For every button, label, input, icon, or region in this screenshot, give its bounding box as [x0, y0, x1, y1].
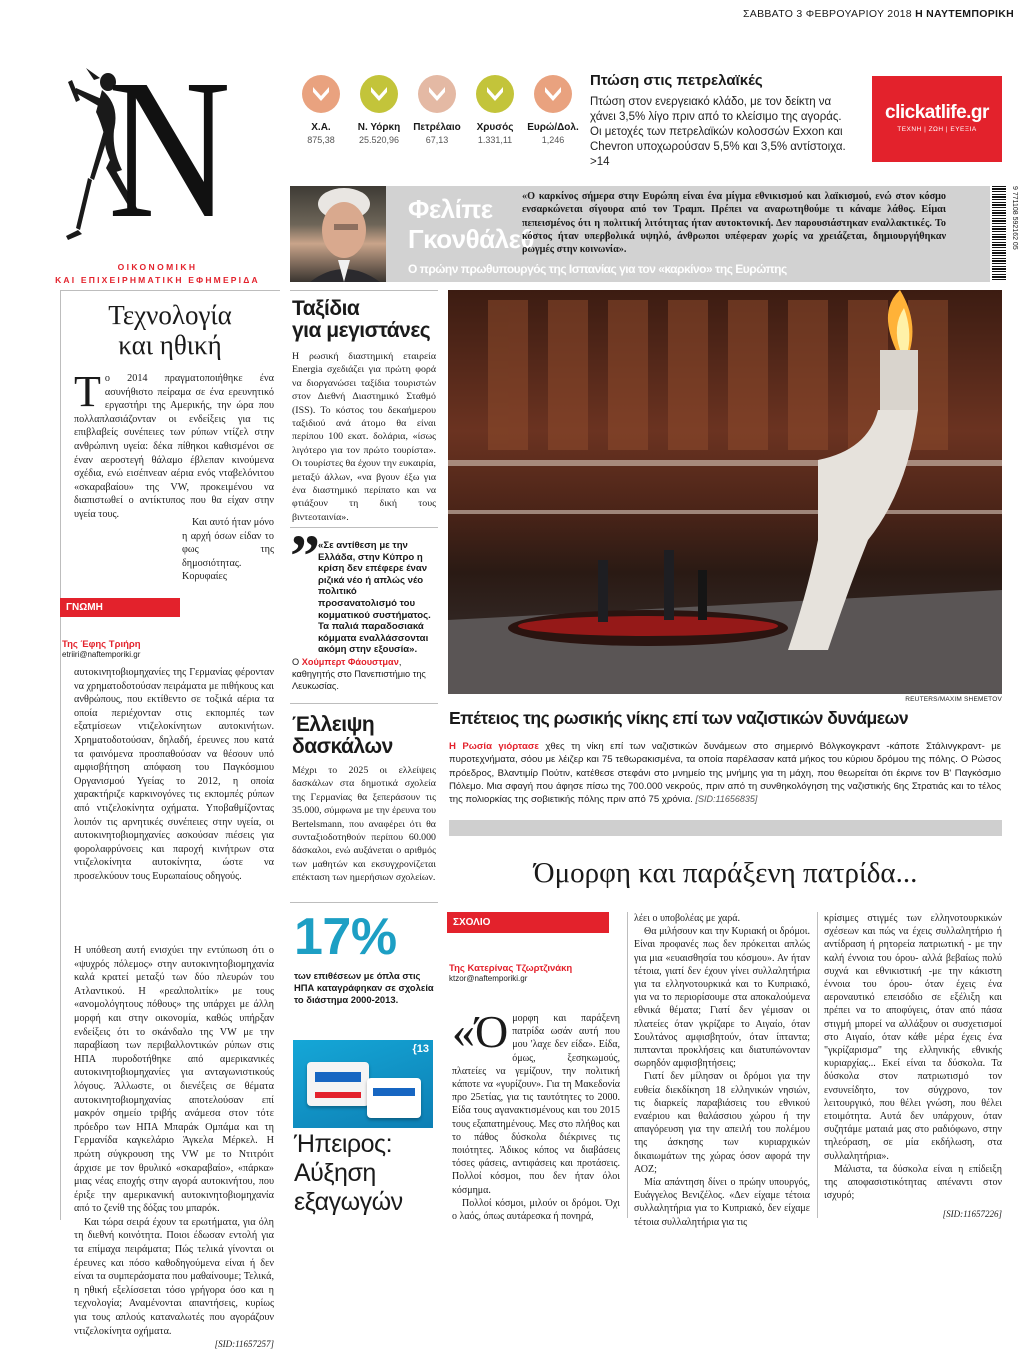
opinion-body-top [74, 367, 274, 522]
market-label: Χ.Α. [311, 122, 331, 133]
stat-number: 17% [294, 908, 397, 966]
down-arrow-icon [533, 74, 573, 114]
date-text: ΣΑΒΒΑΤΟ 3 ΦΕΒΡΟΥΑΡΙΟΥ 2018 [742, 8, 912, 20]
comment-col3-p2: Μάλιστα, τα δύσκολα είναι η επίδειξη της αποφασιστικότητας απέναντι στον ισχυρό; [824, 1163, 1002, 1202]
teachers-text: Μέχρι το 2025 οι ελλείψεις δασκάλων στα δημοτικά σχολεία της Γερμανίας θα ξεπεράσουν τις 35.000, σύμφωνα με την έρευνα του Bertelsmann, που αναφέρει ότι θα συνταξιοδοτηθούν περίπου 60.000 δάσκαλοι, ενώ αυξάνεται ο αριθμός των μαθητών και εκσυγχρονίζεται επέκταση των ημερήσιων σχολείων. [292, 765, 436, 884]
market-item [524, 72, 582, 145]
tagline-1: ΟΙΚΟΝΟΜΙΚΗ [117, 262, 198, 272]
photo-caption [449, 740, 1001, 806]
market-label: Χρυσός [476, 122, 514, 133]
comment-col-3 [824, 912, 1002, 1218]
comment-col2-p4: Μία απάντηση δίνει ο πρώην υπουργός, Ευάγγελος Βενιζέλος. «Δεν είχαμε τέτοια συλλαλητήρια για το Κυπριακό, δεν είχαμε τέτοια συλλαλητήρια για τις [634, 1177, 810, 1228]
paper-name: Η ΝΑΥΤΕΜΠΟΡΙΚΗ [915, 8, 1014, 20]
opinion-author: Της Έφης Τριήρη [62, 639, 141, 650]
barcode [992, 186, 1006, 282]
opinion-paragraph-3: Η υπόθεση αυτή ενισχύει την εντύπωση ότι ο «ψυχρός πόλεμος» στην αυτοκινητοβιομηχανία καλά κρατεί μεταξύ των δύο πλευρών του Ατλαντικού. Η «ρεαλπολιτίκ» με τους «ανομολόγητους πόθους» της υπάρχει με άλλη μορφή και στην οικονομία, καθώς υπήρξαν ενδείξεις ότι το σκάνδαλο της VW με την παραβίαση των περιβαλλοντικών ρύπων στις ΗΠΑ πυροδοτήθηκε από αμερικανικές αυτοκινητοβιομηχανίες για ανταγωνιστικούς λόγους. Άλλωστε, οι διενέξεις σε θέματα αυτοκινητοβιομηχανίας αποτελούσαν επί μακρόν σημείο τριβής ανάμεσα στον τότε πρόεδρο των ΗΠΑ Μπαράκ Ομπάμα και τη Γερμανίδα καγκελάριο Άγκελα Μέρκελ. Η πρώτη σύγκρουση της VW με το Ντιτρόιτ άρχισε με τον θρυλικό «σκαραβαίο», «πάρκα» μιας νέας εποχής στην αγορά αυτοκινήτου, που έριξε την αμερικανική αυτοκινητοβιομηχανία από το ζενίθ της δόξας του μπαρόκ. [74, 945, 274, 1215]
comment-email[interactable]: ktzor@naftemporiki.gr [449, 974, 528, 983]
opinion-top-rule [60, 290, 280, 291]
feta-package-1 [307, 1062, 369, 1106]
opinion-left-rule [60, 290, 61, 1220]
pullquote-author-post: , καθηγητής στο Πανεπιστήμιο της Λευκωσίας. [292, 657, 426, 691]
down-arrow-icon [301, 74, 341, 114]
market-value: 25.520,96 [358, 135, 400, 145]
photo-credit: REUTERS/MAXIM SHEMETOV [905, 696, 1002, 703]
comment-col1-p2: Πολλοί κόσμοι, μιλούν οι δρόμοι. Όχι ο λαός, όπως αυτάρεσκα ή πονηρά, [452, 1197, 620, 1223]
comment-col3-p1: κρίσιμες στιγμές των ελληνοτουρκικών σχέσεων και πώς να έχεις συλλαλητήριο ή αντίδραση ή ρητορεία πατριωτική - με την καλή έννοια του όρου- αλλά βεβαίως πολύ συχνά και εθνικιστική -με την κάκιστη έννοια του όρου- όταν έχεις ένα αεροναυτικό επεισόδιο σε εξέλιξη και πρέπει να το αποφύγεις, όταν από πάσα στιγμή μπορεί να αλλάξουν οι συσχετισμοί στο Αιγαίο, όταν κάθε μέρα έχεις ένα "γκρίζαρισμα" της ελληνικής εθνικής κυριαρχίας... Εκεί είναι τα δύσκολα. Τα δύσκολα στον πατριωτισμό τον ενσυνείδητο, τον σύγχρονο, τον λειτουργικό, που θέλει γνώση, που θέλει ετοιμότητα. Αυτά δεν υπάρχουν, όταν συζητάμε ματαιά μας στο ραδιόφωνο, στην τηλεόραση, σε μία εκδήλωση, στα συλλαλητήρια». [824, 913, 1002, 1162]
barcode-number: 9 771108 592162 05 [1011, 186, 1018, 250]
market-label: Ν. Υόρκη [357, 122, 401, 133]
banner-subtitle: Ο πρώην πρωθυπουργός της Ισπανίας για τον «καρκίνο» της Ευρώπης [408, 262, 787, 276]
teachers-title-line-1: Έλλειψη [292, 713, 375, 736]
market-value: 1.331,11 [477, 135, 513, 145]
teachers-rule [290, 703, 438, 704]
banner-name: Φελίπε Γκονθάλεθ [408, 194, 534, 254]
photo-headline: Επέτειος της ρωσικής νίκης επί των ναζιστικών δυνάμεων [449, 708, 909, 728]
epirus-image[interactable] [293, 1040, 433, 1128]
market-value: 875,38 [307, 135, 335, 145]
market-item [350, 72, 408, 145]
down-arrow-icon [359, 74, 399, 114]
opinion-sid: [SID:11657257] [214, 1339, 274, 1350]
opinion-body-mid [74, 516, 274, 946]
market-item [466, 72, 524, 145]
photo-caption-text: χθες τη νίκη επί των ναζιστικών δυνάμεων στο σημερινό Βόλγκογκραντ -κάποτε Στάλινγκραντ- με πυροτεχνήματα, σόου με λέιζερ και 75 τεθωρακισμένα, τα οποία παρέλασαν κατά μήκος του κύριου δρόμου της πόλης. Ο Ρώσος πρόεδρος, Βλαντιμίρ Πούτιν, κατέθεσε στεφάνι στο μνημείο της μνήμης για τη μάχη, που θεωρείται ότι έκρινε τον Β' Παγκόσμιο Πόλεμο. Μια σφαγή που άφησε πίσω της 700.000 νεκρούς, πριν από τη συνθηκολόγηση της ναζιστικής 6ης Στρατιάς και το τέλος της πολιορκίας της σοβιετικής πόλης πριν από 75 χρόνια. [449, 741, 1002, 806]
comment-dropcap: «Ό [452, 1006, 509, 1057]
comment-byline [447, 912, 617, 983]
market-item [408, 72, 466, 145]
stat-rule [290, 902, 438, 903]
feta-package-2 [367, 1078, 421, 1118]
opinion-paragraph-1: ο 2014 πραγματοποιήθηκε ένα ασυνήθιστο πείραμα σε ένα ερευνητικό εργαστήρι της Αμερικής, την ώρα που πολλαπλασιάζονταν οι ενδείξεις για τις επιβλαβείς συνέπειες των ρύπων ντίζελ στην ανθρώπινη υγεία: δέκα πίθηκοι καθισμένοι σε έναν αεροστεγή θάλαμο έβλεπαν κινούμενα σχέδια, ενώ εισέπνεαν αέρια ενός νταβελόνιτου «σκαραβαίου» της VW, προκειμένου να διαπιστωθεί ο αντίκτυπος που θα είχαν στην υγεία τους. [74, 373, 274, 520]
epirus-page-ref[interactable]: {13 [412, 1043, 429, 1055]
epirus-title: Ήπειρος: Αύξηση εξαγωγών [294, 1130, 403, 1216]
pullquote-text: «Σε αντίθεση με την Ελλάδα, στην Κύπρο η κρίση δεν επέφερε έναν ριζικά νέο ή απλώς νέο πολιτικό προσανατολισμό του κομματικού συστήματος. Τα παλιά παραδοσιακά κόμματα εναλλάσσονται ακόμη στην εξουσία». [318, 540, 431, 656]
oil-brief [590, 72, 850, 170]
ad-brand: clickatlife.gr [885, 102, 989, 123]
opinion-paragraph-2: Και αυτό ήταν μόνο η αρχή όσων είδαν το φως της δημοσιότητας. Κορυφαίες αυτοκινητοβιομηχανίες της Γερμανίας φέρονταν να χρηματοδοτούσαν πειράματα με πιθήκους και ανθρώπους, που εκτίθεντο σε τοξικά αέρια τα οποία περιέχονταν στις εκπομπές των εξατμίσεων ντιζελοκίνητων αυτοκινήτων. Χρηματοδοτούσαν, δηλαδή, έρευνες που κατά τα φαινόμενα προσπαθούσαν να θέσουν υπό αμφισβήτηση απόφαση του Παγκόσμιου Οργανισμού Υγείας το 2012, η οποία χαρακτήριζε καρκινογόνες τις εκπομπές ρύπων από ντιζελοκίνητα οχήματα. Υποβαθμίζοντας λοιπόν τις αρνητικές συνέπειες στην υγεία, οι αυτοκινητοβιομηχανίες ασκούσαν πιέσεις για φορολαφρύνσεις και παροχή κινήτρων στα ντιζελοκίνητα αυτοκίνητα, ώστε να προσελκύουν τους Ευρωπαίους οδηγούς. [74, 517, 275, 882]
date-line [743, 8, 1014, 20]
ad-sub: ΤΕΧΝΗ | ΖΩΗ | ΕΥΕΞΙΑ [897, 126, 977, 133]
oil-brief-text: Πτώση στον ενεργειακό κλάδο, με τον δείκτη να χάνει 3,5% λίγο πριν από το κλείσιμο της αγοράς. Οι μετοχές των πετρελαϊκών κολοσσών Exxon και Chevron υποχωρούσαν 5,5% και 3,5% αντίστοιχα. >14 [590, 96, 846, 168]
clickatlife-ad[interactable] [872, 76, 1002, 162]
comment-col1-p1: μορφη και παράξενη πατρίδα ωσάν αυτή που μου 'λαχε δεν είδα». Είδα, όμως, ξεσηκωμούς, πλατείες να γεμίζουν, την πολιτική κάποτε να «γυρίζουν». Για τη Μακεδονία προ 25ετίας, για τις ταυτότητες το 2000. Είδα τους αγανακτισμένους και του 2015 τους εξαπατημένους. Μες στο πλήθος και το πάθος δύσκολα διέκρινες τις ποιότητες. Άδικος κόπος να διαβάσεις τόσες φάσεις, αντιφάσεις και προτάσεις. Πολλοί κόσμοι, που δεν ήταν όλοι κόσμημα. [452, 1013, 620, 1196]
opinion-email[interactable]: etriiri@naftemporiki.gr [62, 650, 141, 659]
logo [30, 40, 285, 290]
photo-caption-sid: [SID:11656835] [695, 794, 758, 805]
travel-text: Η ρωσική διαστημική εταιρεία Energia σχεδιάζει για πρώτη φορά να διοργανώσει ταξίδια τουριστών στον Διεθνή Διαστημικό Σταθμό (ISS). Το κόστος του δεκαήμερου ταξιδιού ανά άτομο θα είναι περίπου 100 εκατ. δολάρια, «ίσως λιγότερο για τον πρώτο τουρίστα». Οι τουρίστες θα έχουν την ευκαιρία, μεταξύ άλλων, «να βγουν έξω για ένα διαστημικό περίπατο και να φτιάξουν τη δική τους βιντεοταινία». [292, 351, 436, 523]
logo-letter: N [108, 39, 231, 260]
opinion-dropcap: Τ [74, 367, 101, 416]
comment-author: Της Κατερίνας Τζωρτζινάκη [449, 963, 573, 974]
comment-sid: [SID:11657226] [942, 1209, 1002, 1220]
portrait-face-icon [290, 186, 386, 282]
pullquote-author-name: Χούμπερτ Φάουστμαν [301, 657, 399, 667]
oil-brief-title: Πτώση στις πετρελαϊκές [590, 72, 763, 89]
comment-sep-2 [817, 912, 818, 1218]
quote-banner [290, 186, 990, 282]
photo-caption-lead: Η Ρωσία γιόρτασε [449, 741, 539, 752]
comment-col2-p1: λέει ο υποβολέας με χαρά. [634, 913, 741, 924]
portrait [290, 186, 386, 282]
market-label: Πετρέλαιο [413, 122, 461, 133]
comment-sep-1 [627, 912, 628, 1218]
market-label: Ευρώ/Δολ. [527, 122, 579, 133]
market-value: 1,246 [541, 135, 565, 145]
down-arrow-icon [475, 74, 515, 114]
opinion-title-line-1: Τεχνολογία [108, 300, 232, 330]
market-item [292, 72, 350, 145]
opinion-title [60, 300, 280, 360]
mid-top-rule [290, 290, 438, 291]
eternal-flame-hand-icon [448, 290, 1002, 694]
stat-text: των επιθέσεων με όπλα στις ΗΠΑ καταγράφηκαν σε σχολεία το διάστημα 2000-2013. [294, 970, 434, 1005]
teachers-title-line-2: δασκάλων [292, 735, 393, 758]
travel-title-line-2: για μεγιστάνες [292, 319, 431, 342]
market-indices [292, 72, 582, 162]
comment-headline: Όμορφη και παράξενη πατρίδα... [533, 857, 918, 889]
comment-col-2 [634, 912, 810, 1228]
comment-tag: ΣΧΟΛΙΟ [447, 912, 609, 933]
market-value: 67,13 [425, 135, 449, 145]
opinion-title-line-2: και ηθική [118, 330, 222, 360]
memorial-photo[interactable] [448, 290, 1002, 694]
opinion-body-bottom [74, 944, 274, 1350]
opinion-tag: ΓΝΩΜΗ [60, 598, 180, 617]
teachers-title [292, 714, 442, 758]
quote-mark-icon: ” [290, 523, 320, 589]
banner-quote: «Ο καρκίνος σήμερα στην Ευρώπη είναι ένα μίγμα εθνικισμού και λαϊκισμού, ενώ στον κόσμο ενσαρκώνεται σίγουρα από τον Τραμπ. Πρέπει να αναρωτηθούμε τι κάναμε λάθος. Είμαι πεπεισμένος ότι η πολιτική λιτότητας ήταν αυτοκτονική. Δεν παρουσιάστηκαν εναλλακτικές. Το κόστος ήταν υπερβολικά υψηλό, άνθρωποι υπέφεραν χωρίς να χρειάζεται, δημιουργήθηκαν ρωγμές στην κοινωνία». [522, 191, 946, 256]
pullquote-author [292, 656, 436, 692]
tagline-2: ΚΑΙ ΕΠΙΧΕΙΡΗΜΑΤΙΚΗ ΕΦΗΜΕΡΙΔΑ [55, 275, 260, 285]
comment-col2-p3: Γιατί δεν μίλησαν οι δρόμοι για την ευθεία διεκδίκηση 18 ελληνικών νησιών, τις διαρκείς παραβιάσεις του εθνικού εναέριου και θαλάσσιου χώρου ή την απαγόρευση για την απειλή του πολέμου της άσκησης των κυριαρχικών δικαιωμάτων της χώρας όσον αφορά την ΑΟΖ; [634, 1071, 810, 1175]
travel-title [292, 298, 442, 342]
travel-title-line-1: Ταξίδια [292, 297, 360, 320]
comment-col2-p2: Θα μιλήσουν και την Κυριακή οι δρόμοι. Είναι προφανές πως δεν πρόκειται απλώς για μια «ευαισθησία του κόσμου». Αν ήταν τέτοια, γιατί δεν έχουν γίνει συλλαλητήρια για τα ελληνοτουρκικά και το Κυπριακό, για να το περιορίσουμε στα αποκαλούμενα εθνικά θέματα; Γιατί δεν γέμισαν οι πλατείες όταν γκρίζαρε το Αιγαίο, όταν Σουλτάνος αμφισβητούν, όταν ίπταντα; πιπτανται προκλήσεις και διατυπώνονταν σωρηδόν αμφισβητήσεις; [634, 926, 810, 1070]
grey-divider [449, 820, 1002, 836]
opinion-byline [60, 598, 180, 659]
comment-col-1 [452, 1006, 620, 1223]
down-arrow-icon [417, 74, 457, 114]
opinion-paragraph-4: Και τώρα σειρά έχουν τα ερωτήματα, για όλη τη διεθνή κοινότητα. Ποιοι έδωσαν εντολή για τα επίμαχα πειράματα; Πώς τελικά γίνονται οι έρευνες και πόσο καθοδηγούμενα είναι ή δεν είναι τα συμπεράσματα που μαθαίνουμε; Τελικά, η ηθική εξελίσσεται τόσο γρήγορα όσο και η τεχνολογία; Αναμένονται απαντήσεις, κυρίως για τους απλούς καταναλωτές που αγοράζουν ντιζελοκίνητα οχήματα. [74, 1216, 274, 1337]
pullquote-author-pre: Ο [292, 657, 302, 667]
